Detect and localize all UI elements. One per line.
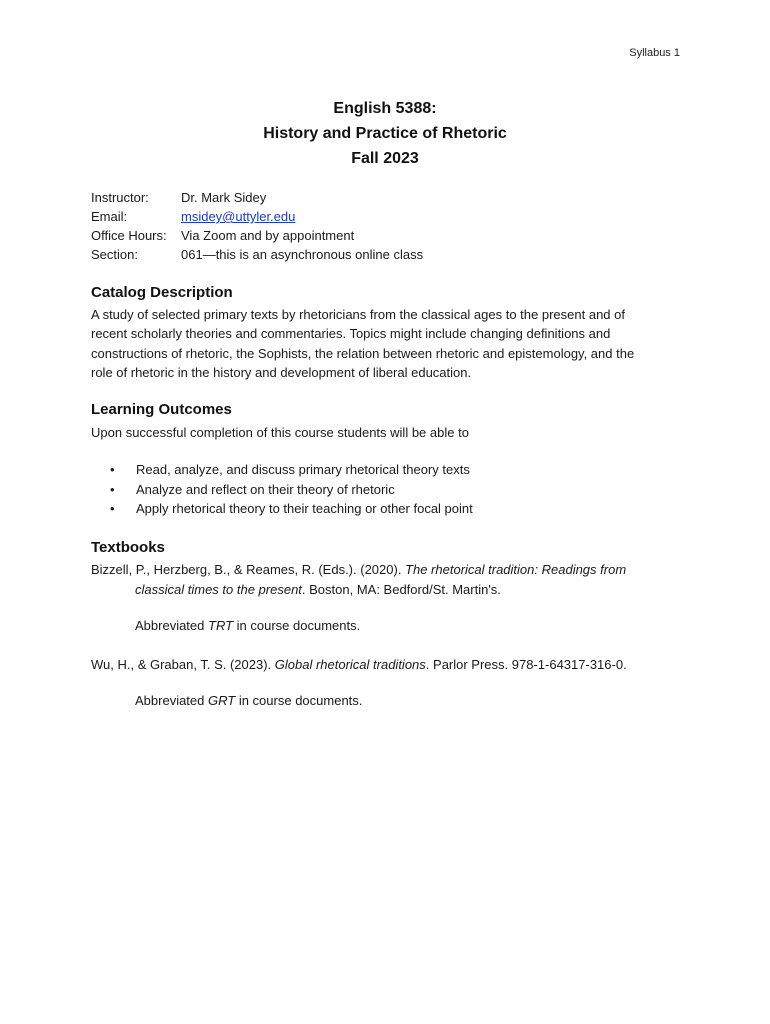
outcomes-list — [110, 460, 473, 519]
info-label: Office Hours: — [91, 228, 167, 243]
course-number: English 5388: — [333, 100, 437, 117]
bullet-icon: • — [110, 481, 115, 497]
ref-publisher: . Boston, MA: Bedford/St. Martin's. — [301, 581, 501, 597]
note-suffix: in course documents. — [235, 693, 363, 708]
textbook-2-note — [135, 693, 362, 708]
info-label: Section: — [91, 247, 138, 262]
info-label: Email: — [91, 209, 128, 224]
course-title-block — [0, 96, 770, 171]
course-term: Fall 2023 — [351, 150, 419, 167]
catalog-line: A study of selected primary texts by rhetoricians from the classical ages to the present and of — [91, 307, 625, 322]
ref-title: Global rhetorical traditions — [274, 657, 426, 672]
textbook-1-note — [135, 618, 360, 633]
course-name: History and Practice of Rhetoric — [263, 125, 507, 142]
textbooks-heading: Textbooks — [91, 539, 165, 556]
catalog-line: role of rhetoric in the history and development of liberal education. — [91, 365, 472, 381]
outcome-text: Apply rhetorical theory to their teaching or other focal point — [136, 501, 473, 517]
info-label: Instructor: — [91, 190, 149, 205]
bullet-icon: • — [110, 462, 115, 477]
ref-title: The rhetorical tradition: Readings from — [405, 562, 627, 577]
ref-publisher: . Parlor Press. 978-1-64317-316-0. — [425, 657, 627, 672]
email-link[interactable]: msidey@uttyler.edu — [181, 209, 296, 224]
info-row-section — [91, 245, 423, 264]
textbook-reference-1 — [91, 560, 691, 599]
instructor-name: Dr. Mark Sidey — [181, 190, 267, 205]
ref-authors: Wu, H., & Graban, T. S. (2023). — [91, 657, 275, 672]
note-abbreviation: GRT — [208, 693, 236, 708]
bullet-icon: • — [110, 501, 115, 517]
catalog-heading: Catalog Description — [91, 284, 233, 301]
catalog-description — [91, 305, 691, 383]
page-header-label: Syllabus 1 — [629, 47, 680, 59]
info-row-office-hours — [91, 226, 423, 245]
list-item — [110, 499, 473, 519]
catalog-line: recent scholarly theories and commentaries. Topics might include changing definitions and — [91, 326, 611, 342]
section-value: 061—this is an asynchronous online class — [181, 247, 424, 262]
catalog-line: constructions of rhetoric, the Sophists, the relation between rhetoric and epistemology, and the — [91, 345, 635, 361]
outcome-text: Read, analyze, and discuss primary rhetorical theory texts — [136, 462, 470, 477]
note-abbreviation: TRT — [208, 618, 234, 633]
note-suffix: in course documents. — [233, 618, 361, 633]
info-row-email — [91, 207, 423, 226]
course-info-table — [91, 188, 423, 264]
note-prefix: Abbreviated — [135, 693, 208, 708]
list-item — [110, 480, 473, 500]
list-item — [110, 460, 473, 480]
note-prefix: Abbreviated — [135, 618, 208, 633]
office-hours-value: Via Zoom and by appointment — [181, 228, 355, 243]
info-row-instructor — [91, 188, 423, 207]
ref-title-cont: classical times to the present — [135, 581, 302, 597]
ref-authors: Bizzell, P., Herzberg, B., & Reames, R. (Eds.). (2020). — [91, 562, 406, 577]
outcome-text: Analyze and reflect on their theory of rhetoric — [136, 481, 395, 497]
outcomes-heading: Learning Outcomes — [91, 401, 232, 418]
outcomes-intro: Upon successful completion of this course students will be able to — [91, 425, 469, 440]
textbook-reference-2 — [91, 655, 691, 675]
